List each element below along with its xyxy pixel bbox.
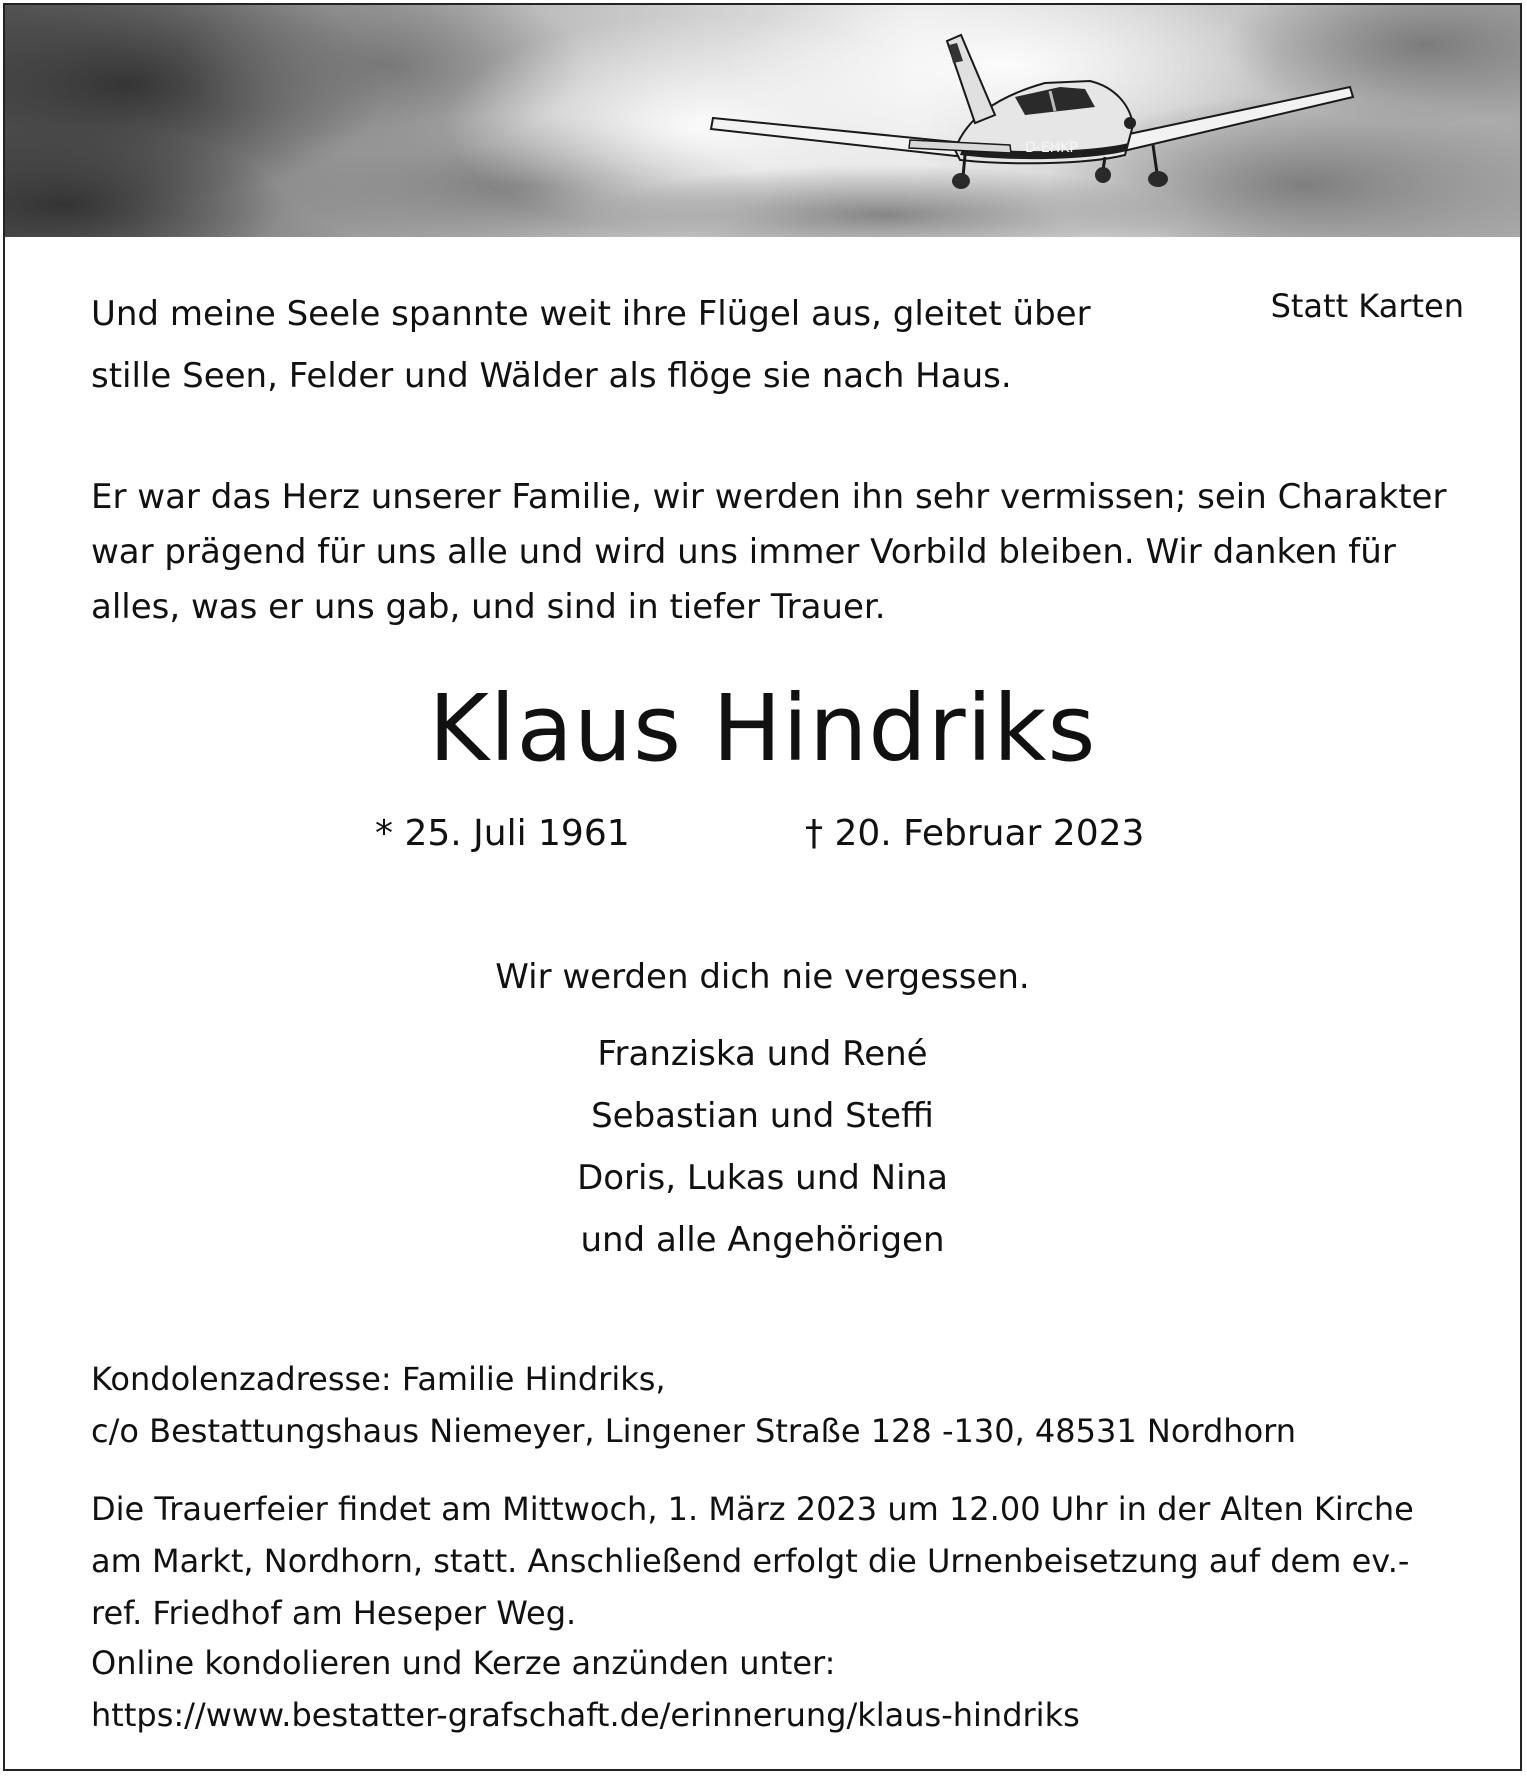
- service-line: am Markt, Nordhorn, statt. Anschließend erfolgt die Urnenbeisetzung auf dem ev.-: [91, 1542, 1410, 1580]
- airplane-photo-icon: [5, 5, 1520, 237]
- signer: Franziska und René: [597, 1034, 928, 1074]
- tribute-line: Er war das Herz unserer Familie, wir werden ihn sehr vermissen; sein Charakter: [91, 477, 1447, 517]
- signer: Doris, Lukas und Nina: [577, 1158, 948, 1198]
- online-line: Online kondolieren und Kerze anzünden unter:: [91, 1644, 836, 1682]
- statt-karten-label: Statt Karten: [1270, 287, 1464, 325]
- death-date: † 20. Februar 2023: [805, 813, 1145, 854]
- address-line: Kondolenzadresse: Familie Hindriks,: [91, 1360, 666, 1398]
- registration-mark: D-EHKP: [1025, 140, 1078, 156]
- funeral-service-info: [91, 1483, 1414, 1639]
- signer: und alle Angehörigen: [580, 1220, 945, 1260]
- verse-line: stille Seen, Felder und Wälder als flöge sie nach Haus.: [91, 356, 1012, 396]
- deceased-name: Klaus Hindriks: [428, 675, 1097, 782]
- header-photo: [5, 5, 1520, 237]
- online-condolence: [91, 1637, 1080, 1741]
- farewell-line: Wir werden dich nie vergessen.: [495, 957, 1030, 997]
- online-condolence-link[interactable]: https://www.bestatter-grafschaft.de/erinnerung/klaus-hindriks: [91, 1696, 1080, 1734]
- tribute-line: war prägend für uns alle und wird uns immer Vorbild bleiben. Wir danken für: [91, 532, 1396, 572]
- verse-line: Und meine Seele spannte weit ihre Flügel aus, gleitet über: [91, 294, 1091, 334]
- birth-date: * 25. Juli 1961: [375, 813, 630, 854]
- address-line: c/o Bestattungshaus Niemeyer, Lingener Straße 128 -130, 48531 Nordhorn: [91, 1412, 1297, 1450]
- condolence-address: [91, 1353, 1296, 1457]
- signers-list: [5, 1023, 1520, 1271]
- obituary-notice: [3, 3, 1522, 1771]
- tribute-line: alles, was er uns gab, und sind in tiefer Trauer.: [91, 587, 886, 627]
- signer: Sebastian und Steffi: [591, 1096, 934, 1136]
- service-line: Die Trauerfeier findet am Mittwoch, 1. März 2023 um 12.00 Uhr in der Alten Kirche: [91, 1490, 1414, 1528]
- tribute-text: [91, 470, 1446, 635]
- verse: [91, 283, 1091, 407]
- service-line: ref. Friedhof am Heseper Weg.: [91, 1594, 577, 1632]
